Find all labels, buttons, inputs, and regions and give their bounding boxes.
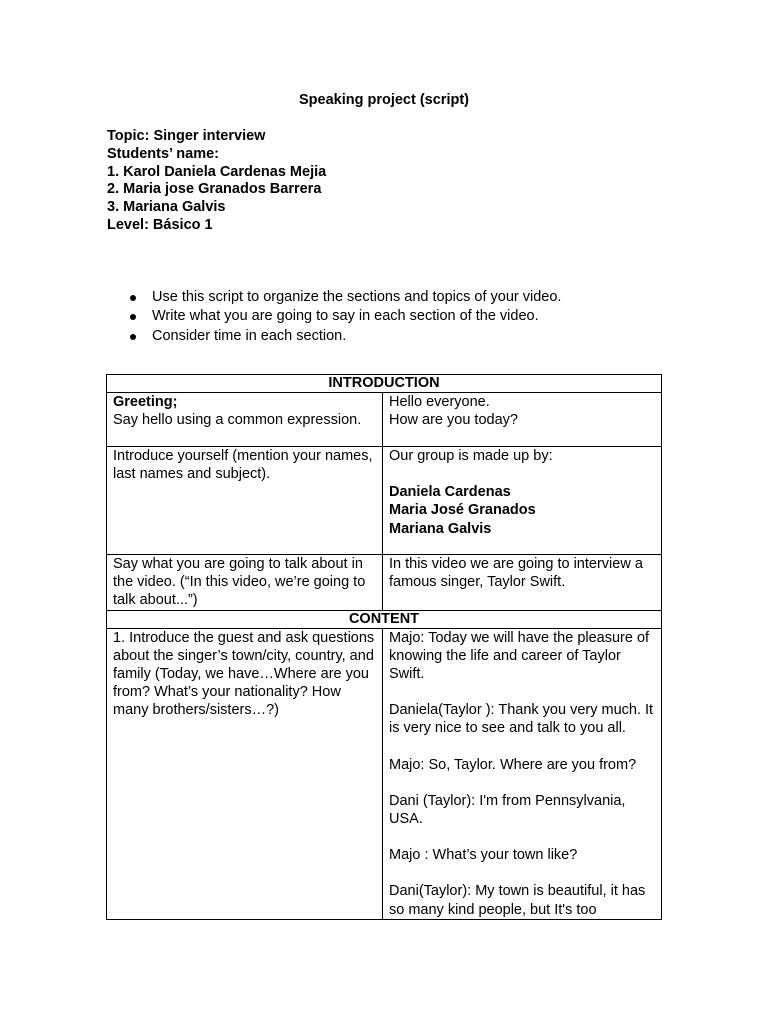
instruction-text: Use this script to organize the sections and topics of your video. (152, 289, 562, 305)
response-cell (383, 447, 662, 555)
prompt-text: Say what you are going to talk about in the video. (“In this video, we’re going to talk about...”) (113, 556, 366, 609)
topic-line: Topic: Singer interview (107, 128, 266, 144)
response-text: In this video we are going to interview a famous singer, Taylor Swift. (389, 556, 643, 591)
section-header-row (107, 610, 662, 628)
group-member: Mariana Galvis (389, 520, 492, 537)
response-cell (383, 555, 662, 611)
prompt-cell (107, 555, 383, 611)
document-title: Speaking project (script) (298, 92, 469, 108)
student-name: 1. Karol Daniela Cardenas Mejia (107, 163, 327, 180)
prompt-text: Introduce yourself (mention your names, last names and subject). (113, 448, 373, 483)
prompt-text: 1. Introduce the guest and ask questions about the singer’s town/city, country, and family (Today, we have…Where are you from? What’s your nationality? How many brothers/sisters…?) (113, 629, 375, 719)
instruction-text: Write what you are going to say in each section of the video. (152, 308, 539, 325)
dialogue-line: Daniela(Taylor ): Thank you very much. It is very nice to see and talk to you all. (389, 702, 654, 737)
level-line: Level: Básico 1 (107, 216, 213, 233)
prompt-text: Say hello using a common expression. (113, 412, 362, 429)
dialogue-line: Dani (Taylor): I'm from Pennsylvania, USA. (389, 792, 626, 828)
introduction-header: INTRODUCTION (107, 375, 662, 393)
bullet-icon (130, 295, 136, 301)
prompt-cell (107, 393, 383, 447)
greeting-title: Greeting; (113, 394, 178, 410)
response-cell (383, 393, 662, 447)
instruction-text: Consider time in each section. (152, 327, 347, 344)
table-row (107, 555, 662, 611)
bullet-icon (130, 314, 136, 320)
script-table (106, 374, 662, 920)
student-name: 3. Mariana Galvis (107, 199, 226, 216)
section-header-row (107, 375, 662, 393)
response-text: Hello everyone. (389, 394, 490, 410)
table-row (107, 447, 662, 555)
students-label: Students’ name: (107, 145, 219, 162)
dialogue-line: Dani(Taylor): My town is beautiful, it has so many kind people, but It's too (389, 883, 646, 918)
instruction-item (126, 327, 561, 346)
prompt-cell (107, 628, 383, 919)
dialogue-line: Majo : What’s your town like? (389, 847, 578, 864)
response-cell (383, 628, 662, 919)
table-row (107, 628, 662, 919)
dialogue-line: Majo: So, Taylor. Where are you from? (389, 756, 637, 773)
dialogue-line: Majo: Today we will have the pleasure of knowing the life and career of Taylor Swift. (389, 629, 650, 683)
group-member: Maria José Granados (389, 502, 536, 519)
instruction-item (126, 307, 561, 326)
instructions-list (126, 288, 561, 346)
prompt-cell (107, 447, 383, 555)
student-info (107, 128, 326, 235)
response-text: How are you today? (389, 412, 518, 429)
student-name: 2. Maria jose Granados Barrera (107, 181, 322, 198)
bullet-icon (130, 334, 136, 340)
instruction-item (126, 288, 561, 307)
table-row (107, 393, 662, 447)
group-member: Daniela Cardenas (389, 484, 511, 501)
content-header: CONTENT (107, 610, 662, 628)
response-text: Our group is made up by: (389, 448, 553, 464)
